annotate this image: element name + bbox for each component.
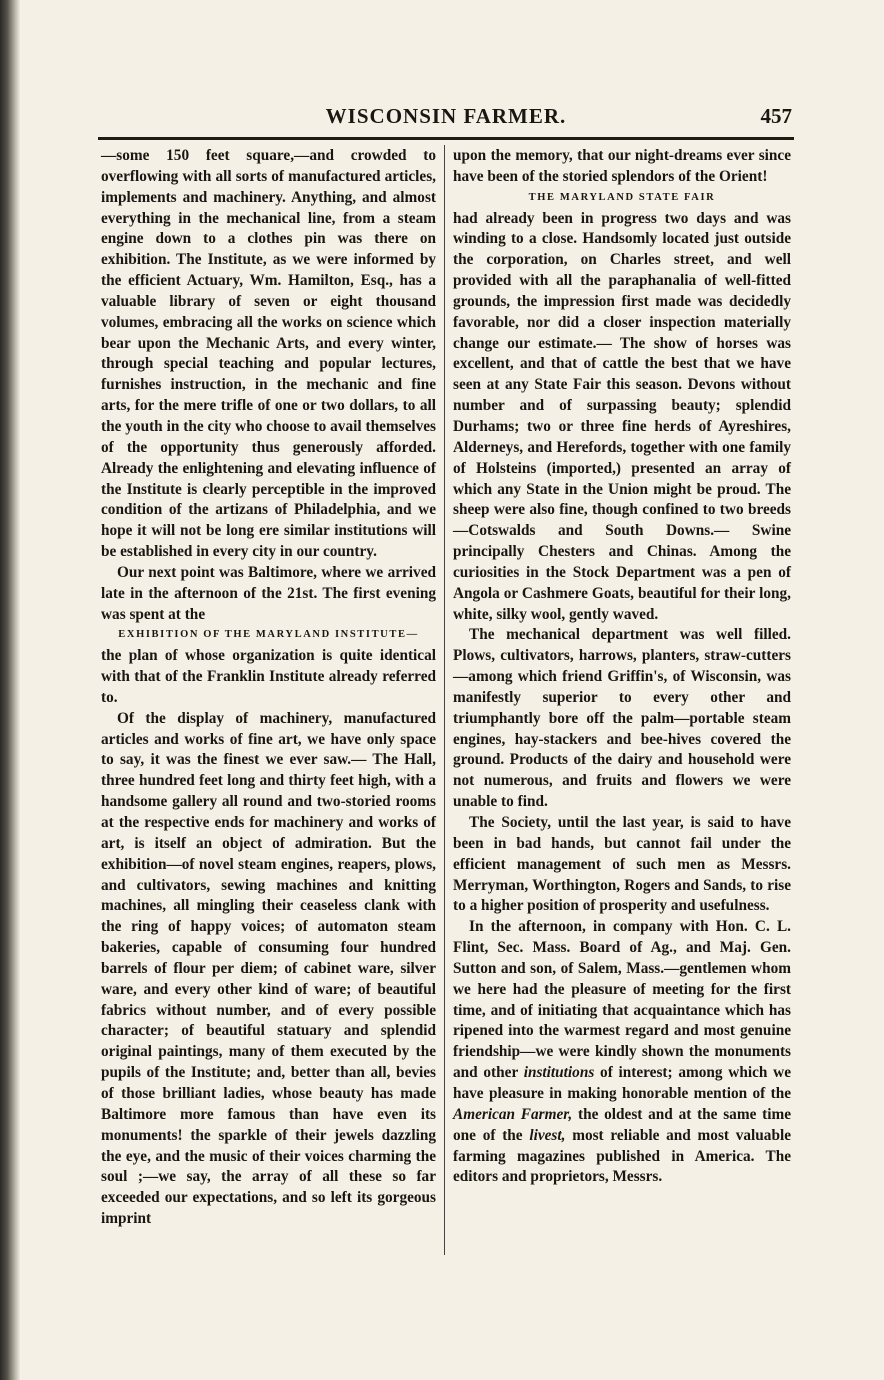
left-column — [101, 146, 436, 1230]
italic-text: American Farmer, — [453, 1105, 573, 1123]
text-run: In the afternoon, in company with Hon. C. L. Flint, Sec. Mass. Board of Ag., and Maj. Gen. Sutton and son, of Salem, Mass.—gentlemen whom we here had the pleasure of meeting for the first time, and of initiating that acquaintance which has ripened into the warmest regard and most genuine friendship—we were kindly shown the monuments and other — [453, 918, 791, 1082]
running-title: WISCONSIN FARMER. — [325, 104, 567, 128]
paragraph — [453, 917, 791, 1188]
paragraph: upon the memory, that our night-dreams ever since have been of the storied splendors of the Orient! — [453, 147, 791, 185]
italic-text: livest, — [529, 1126, 566, 1144]
page-number: 457 — [760, 104, 792, 128]
paragraph: the plan of whose organization is quite identical with that of the Franklin Institute already referred to. — [101, 647, 436, 706]
paragraph: Our next point was Baltimore, where we arrived late in the afternoon of the 21st. The first evening was spent at the — [101, 563, 436, 623]
section-heading: THE MARYLAND STATE FAIR — [528, 191, 716, 203]
paragraph: The mechanical department was well filled. Plows, cultivators, harrows, planters, straw-cutters—among which friend Griffin's, of Wisconsin, was manifestly superior to every other and triumphantly bore off the palm—portable steam engines, hay-stackers and bee-hives covered the ground. Products of the dairy and household were not numerous, and fruits and flowers we were unable to find. — [453, 626, 791, 811]
text-run: most reliable and most valuable farming magazines published in America. The editors and proprietors, Messrs. — [453, 1126, 791, 1186]
page-gutter-shadow — [0, 0, 20, 1380]
paragraph: Of the display of machinery, manufactured articles and works of fine art, we have only space to say, it was the finest we ever saw.— The Hall, three hundred feet long and thirty feet high, with a handsome gallery all round and two-storied rooms at the respective ends for machinery and works of art, is itself an object of admiration. But the exhibition—of novel steam engines, reapers, plows, and cultivators, sewing machines and knitting machines, all mingling their ceaseless clank with the ring of happy voices; of automaton steam bakeries, capable of consuming four hundred barrels of flour per diem; of cabinet ware, silver ware, and every other kind of ware; of beautiful fabrics without number, and of every possible character; of beautiful statuary and splendid original paintings, many of them executed by the pupils of the Institute; and, better than all, bevies of those brilliant ladies, whose beauty has made Baltimore more famous than have even its monuments! the sparkle of their jewels dazzling the eye, and the music of their voices charming the soul ;—we say, the array of all these so far exceeded our expectations, and so left its gorgeous imprint — [101, 709, 436, 1228]
header-rule — [98, 137, 794, 140]
column-divider — [444, 145, 445, 1255]
text-run: the oldest and at the same time one of the — [453, 1105, 791, 1144]
right-column — [453, 146, 791, 1188]
paragraph: had already been in progress two days and was winding to a close. Handsomly located just outside the corporation, on Charles street, and well provided with all the paraphanalia of well-fitted grounds, the impression first made was decidedly favorable, nor did a closer inspection materially change our estimate.— The show of horses was excellent, and that of cattle the best that we have seen at any State Fair this season. Devons without number and of surpassing beauty; splendid Durhams; two or three fine herds of Ayreshires, Alderneys, and Herefords, together with one family of Holsteins (imported,) presented an array of which any State in the Union might be proud. The sheep were also fine, though confined to two breeds—Cotswalds and South Downs.— Swine principally Chesters and Chinas. Among the curiosities in the Stock Department was a pen of Angola or Cashmere Goats, beautiful for their long, white, silky wool, gently waved. — [453, 209, 791, 623]
paragraph: The Society, until the last year, is said to have been in bad hands, but cannot fail under the efficient management of such men as Messrs. Merryman, Worthington, Rogers and Sands, to rise to a higher position of prosperity and usefulness. — [453, 814, 791, 915]
italic-text: institutions — [523, 1064, 595, 1082]
paragraph: —some 150 feet square,—and crowded to overflowing with all sorts of manufactured articles, implements and machinery. Anything, and almost everything in the mechanical line, from a steam engine down to a clothes pin was there on exhibition. The Institute, as we were informed by the efficient Actuary, Wm. Hamilton, Esq., has a valuable library of seven or eight thousand volumes, embracing all the works on science which bear upon the Mechanic Arts, and every winter, through special teaching and popular lectures, furnishes instruction, in the mechanic and fine arts, for the mere trifle of one or two dollars, to all the youth in the city who choose to avail themselves of the opportunity thus generously afforded. Already the enlightening and elevating influence of the Institute is clearly perceptible in the improved condition of the artizans of Philadelphia, and we hope it will not be long ere similar institutions will be established in every city in our country. — [101, 147, 436, 561]
text-run: of interest; among which we have pleasure in making honorable mention of the — [453, 1064, 791, 1102]
page-header — [96, 104, 796, 128]
section-heading: EXHIBITION OF THE MARYLAND INSTITUTE— — [118, 629, 419, 641]
